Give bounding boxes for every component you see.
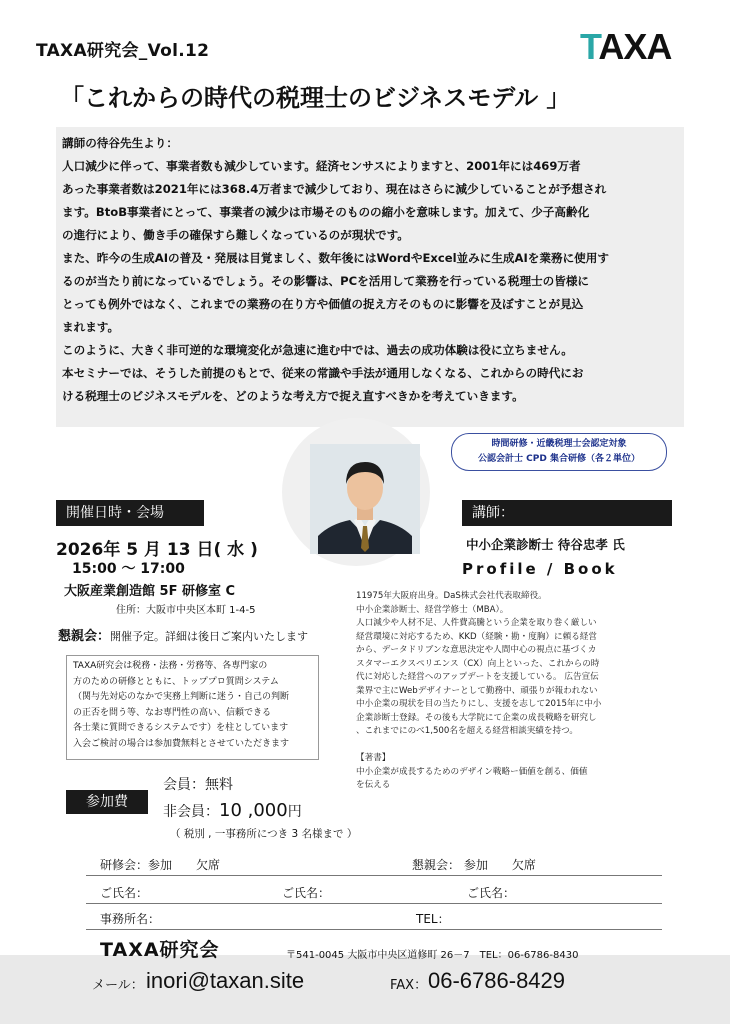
name-field-3[interactable]: ご氏名： bbox=[467, 886, 516, 900]
system-line: 入会ご検討の場合は参加費無料とさせていただきます bbox=[73, 738, 290, 749]
email-address[interactable]: inori@taxan.site bbox=[146, 968, 305, 993]
intro-line: 講師の待谷先生より： bbox=[62, 136, 178, 150]
member-fee: 会員：無料 bbox=[163, 777, 233, 793]
tel-field[interactable]: TEL： bbox=[416, 912, 450, 926]
system-info-box bbox=[66, 655, 319, 760]
fee-note: （ 税別 , 一事務所につき 3 名様まで ） bbox=[170, 828, 358, 840]
lecturer-portrait-icon bbox=[310, 444, 420, 554]
intro-line: このように、大きく非可逆的な環境変化が急速に進む中では、過去の成功体験は役に立ちません。 bbox=[62, 343, 573, 357]
lecturer-photo bbox=[310, 444, 420, 554]
name-field-1[interactable]: ご氏名： bbox=[100, 886, 149, 900]
event-address: 住所：大阪市中央区本町 1-4-5 bbox=[116, 605, 256, 616]
organization-name: TAXA研究会 bbox=[100, 939, 220, 961]
lecturer-name: 中小企業診断士 待谷忠孝 氏 bbox=[466, 537, 625, 552]
bio-line: 人口減少や人材不足、人件費高騰という企業を取り巻く厳しい bbox=[356, 618, 597, 628]
lecturer-section-header: 講師： bbox=[462, 500, 672, 526]
bio-line: 代に対応した経営へのアップデートを支援している。 広告宣伝 bbox=[356, 672, 599, 682]
intro-line: ます。BtoB事業者にとって、事業者の減少は市場そのものの縮小を意味します。加えて、少子高齢化 bbox=[62, 205, 590, 219]
party-text: 開催予定。詳細は後日ご案内いたします bbox=[110, 630, 309, 643]
form-divider bbox=[86, 928, 662, 930]
logo-letter-t: T bbox=[580, 26, 599, 67]
nonmember-unit: 円 bbox=[287, 804, 302, 820]
bio-line: を伝える bbox=[356, 780, 391, 790]
system-line: TAXA研究会は税務・法務・労務等、各専門家の bbox=[73, 661, 268, 671]
bio-line: スタマーエクスペリエンス（CX）向上といった、これからの時 bbox=[356, 658, 600, 669]
bio-line: 11975年大阪府出身。DaS株式会社代表取締役。 bbox=[356, 591, 547, 601]
intro-line: とっても例外ではなく、これまでの業務の在り方や価値の捉え方そのものに影響を及ぼすことが見込 bbox=[62, 297, 584, 311]
system-line: の正否を問う等、なお専門性の高い、信頼できる bbox=[73, 707, 272, 718]
event-section-header: 開催日時・会場 bbox=[56, 500, 204, 526]
bio-line: 、これまでにのべ1,500名を超える経営相談実績を持つ。 bbox=[356, 726, 578, 736]
intro-line: 人口減少に伴って、事業者数も減少しています。経済センサスによりますと、2001年には469万者 bbox=[62, 159, 581, 173]
form-divider bbox=[86, 874, 662, 876]
intro-line: あった事業者数は2021年には368.4万者まで減少しており、現在はさらに減少していることが予想され bbox=[62, 182, 607, 196]
form-divider bbox=[86, 902, 662, 904]
bio-line: 【著書】 bbox=[356, 753, 391, 763]
seminar-attendance[interactable]: 研修会：参加 欠席 bbox=[100, 858, 221, 872]
nonmember-amount: 10 ,000 bbox=[219, 800, 288, 821]
bio-line: から、データドリブンな意思決定や人間中心の視点に基づくカ bbox=[356, 645, 597, 655]
party-info bbox=[58, 625, 308, 644]
cpd-line: 時間研修・近畿税理士会認定対象 bbox=[491, 439, 627, 449]
event-date: 2026年 5 月 13 日( 水 ) bbox=[56, 540, 258, 560]
name-field-2[interactable]: ご氏名： bbox=[282, 886, 331, 900]
party-attendance[interactable]: 懇親会： 参加 欠席 bbox=[412, 858, 536, 872]
intro-line: また、昨今の生成AIの普及・発展は目覚ましく、数年後にはWordやExcel並みに生成AIを業務に使用す bbox=[62, 251, 609, 265]
intro-text bbox=[62, 132, 690, 408]
system-line: 各士業に質問できるシステムです）を柱としています bbox=[73, 723, 289, 733]
fax-number: 06-6786-8429 bbox=[428, 968, 566, 993]
fee-label: 参加費 bbox=[66, 790, 148, 814]
series-label: TAXA研究会_Vol.12 bbox=[36, 41, 210, 61]
bio-line: 業界で主にWebデザイナーとして勤務中、頑張りが報われない bbox=[356, 685, 598, 696]
system-line: （関与先対応のなかで実務上判断に迷う・自己の判断 bbox=[73, 692, 290, 702]
bio-line: 中小企業が成長するためのデザイン戦略ー価値を創る、価値 bbox=[356, 766, 588, 777]
intro-line: まれます。 bbox=[62, 320, 120, 334]
bio-line: 経営環境に対応するため、KKD（経験・勘・度胸）に頼る経営 bbox=[356, 631, 597, 642]
bio-line: 企業診断士登録。その後も大学院にて企業の成長戦略を研究し bbox=[356, 712, 597, 723]
bio-line: 中小企業診断士、経営学修士（MBA）。 bbox=[356, 604, 509, 615]
nonmember-label: 非会員： bbox=[163, 804, 219, 820]
bio-line bbox=[356, 739, 686, 753]
office-name-field[interactable]: 事務所名： bbox=[100, 912, 161, 926]
lecturer-bio bbox=[356, 590, 686, 793]
fax-label: FAX： bbox=[390, 978, 428, 993]
party-label: 懇親会： bbox=[58, 629, 111, 644]
event-time: 15:00 〜 17:00 bbox=[72, 561, 185, 577]
bio-line: 中小企業の現状を目の当たりにし、支援を志して2015年に中小 bbox=[356, 699, 602, 709]
taxa-logo bbox=[580, 26, 671, 68]
organization-address: 〒541-0045 大阪市中央区道修町 26－7 TEL：06-6786-8430 bbox=[286, 950, 579, 961]
intro-line: 本セミナーでは、そうした前提のもとで、従来の常識や手法が通用しなくなる、これからの時代にお bbox=[62, 366, 584, 380]
cpd-line: 公認会計士 CPD 集合研修（各２単位） bbox=[478, 454, 640, 464]
nonmember-fee bbox=[163, 800, 302, 821]
system-line: 方のための研修とともに、トッププロ質問システム bbox=[73, 676, 279, 687]
logo-letters-axa: AXA bbox=[598, 26, 672, 67]
intro-line: ける税理士のビジネスモデルを、どのような考え方で捉え直すべきかを考えていきます。 bbox=[62, 389, 524, 403]
intro-line: るのが当たり前になっているでしょう。その影響は、PCを活用して業務を行っている税理士の皆様に bbox=[62, 274, 590, 288]
event-venue: 大阪産業創造館 5F 研修室 C bbox=[64, 584, 236, 599]
profile-heading: Profile / Book bbox=[462, 560, 618, 578]
intro-line: の進行により、働き手の確保すら難しくなっているのが現状です。 bbox=[62, 228, 409, 242]
cpd-badge bbox=[451, 433, 667, 471]
mail-label: メール： bbox=[92, 978, 144, 993]
page-title: 「これからの時代の税理士のビジネスモデル 」 bbox=[60, 84, 571, 112]
